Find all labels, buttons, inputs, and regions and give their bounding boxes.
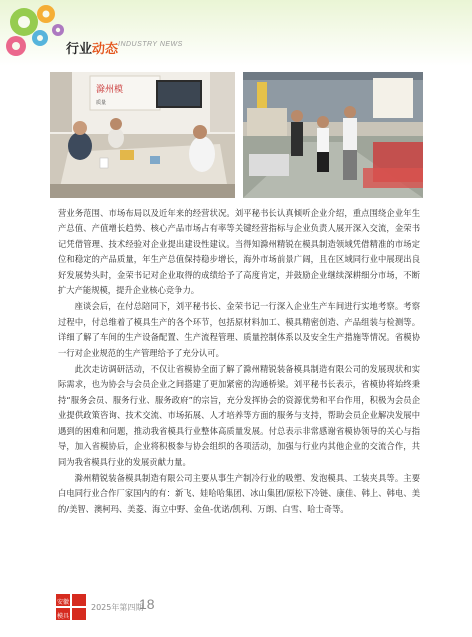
section-title-part2: 动态 [92,42,119,57]
workshop-photo [243,72,423,198]
article-paragraph: 座谈会后，在付总陪同下，刘平秘书长、金荣书记一行深入企业生产车间进行实地考察。考察过程中，付总维着了模具生产的各个环节，包括原材料加工、模具精密创造、产品组装与检测等。详细了解了车间的生产设备配置、生产流程管理、质量控制体系以及安全生产措施等情况。省模协一行对企业规范的生产管理给予了充分认可。 [58,301,420,358]
section-subtitle: INDUSTRY NEWS [118,41,183,48]
meeting-photo [50,72,235,198]
issue-label: 2025年第四期 [91,603,144,612]
article-paragraph: 滁州精锐装备模具制造有限公司主要从事生产制冷行业的吸塑、发泡模具、工装夹具等。主要白电同行业合作厂家国内的有：新飞、娃哈哈集团、冰山集团/原松下冷链、康佳、韩上、韩电、美的/美智、澳柯玛、美菱、海立中野、金鱼-优诺/凯利、万朗、白雪、哈士奇等。 [58,472,420,514]
section-title-part1: 行业 [66,42,93,57]
page-number: 18 [139,596,155,612]
association-logo-icon [56,594,86,620]
wall-sign-text: 滁州模 [96,85,124,95]
wall-sign-sub: 质量 [96,100,107,106]
article-body [58,206,420,518]
logo-text-line2: 模具 [57,613,70,620]
logo-text-line1: 安徽 [57,599,70,606]
article-paragraph: 营业务范围、市场布局以及近年来的经营状况。刘平秘书长认真倾听企业介绍，重点围绕企业年生产总值、产值增长趋势、核心产品市场占有率等关键经营指标与企业负责人展开深入交流，金荣书记凭借管理、技术经验对企业提出建设性建议。当得知滁州精锐在模具制造领域凭借精准的市场定位和稳定的产品质量，年生产总值保持稳步增长，海外市场前景广阔，且在区域同行业中展现出良好发展势头时，金荣书记对企业取得的成绩给予了高度肯定，并鼓励企业继续深耕细分市场，不断扩大产能规模，提升企业核心竞争力。 [58,208,420,296]
article-paragraph: 此次走访调研活动，不仅让省模协全面了解了滁州精锐装备模具制造有限公司的发展现状和实际需求，也为协会与会员企业之间搭建了更加紧密的沟通桥梁。刘平秘书长表示，省模协将始终秉持“服务会员、服务行业、服务政府”的宗旨，充分发挥协会的资源优势和平台作用，积极为会员企业提供政策咨询、技术交流、市场拓展、人才培养等方面的服务与支持，帮助会员企业解决发展中遇到的困难和问题，推动我省模具行业整体高质量发展。付总表示非常感谢省模协领导的关心与指导，加入省模协后，企业将积极参与协会组织的各项活动，加强与行业内其他企业的交流合作，共同为我省模具行业的发展贡献力量。 [58,364,420,467]
section-title [66,38,118,57]
